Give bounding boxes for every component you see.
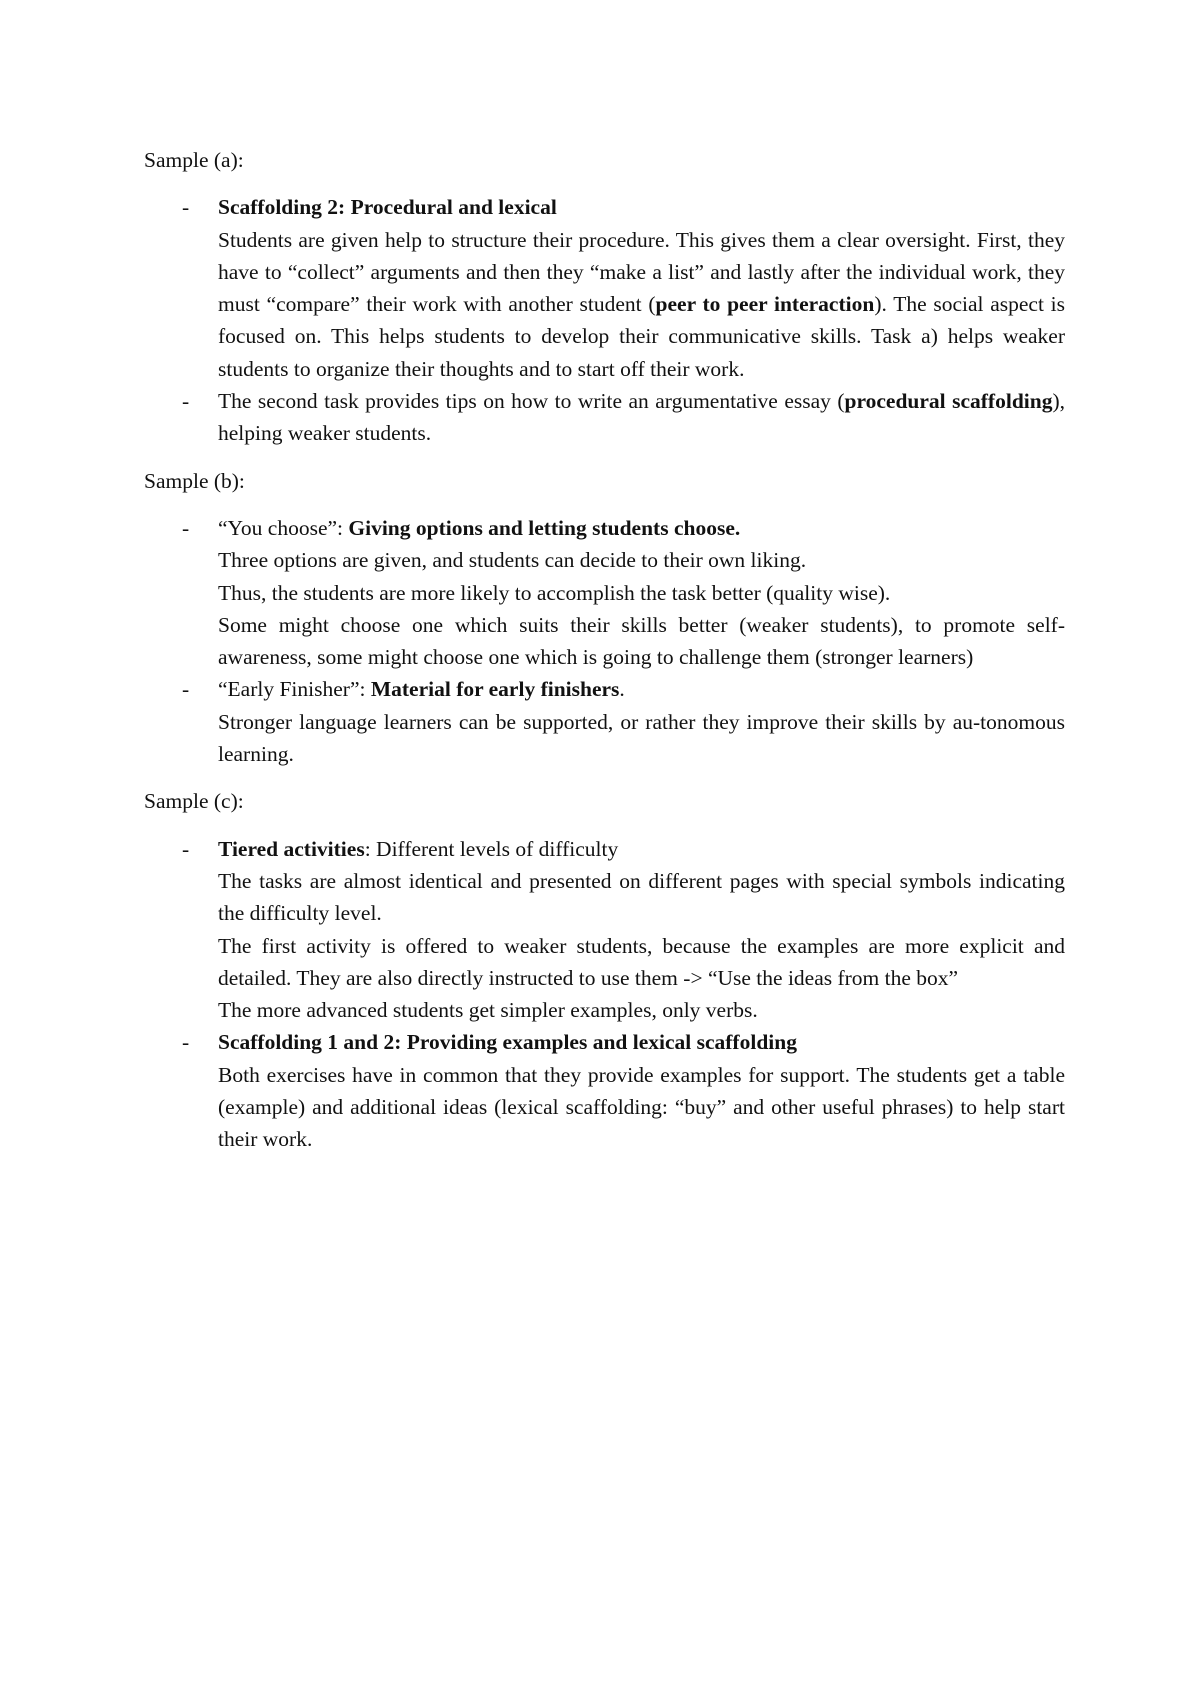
item-label: “You choose”: <box>218 515 349 540</box>
sample-a-heading: Sample (a): <box>144 148 244 172</box>
list-item: - “Early Finisher”: Material for early finishers. Stronger language learners can be supported, or rather they improve their skills by au-tonomous learning. <box>144 673 1065 770</box>
item-paragraph: Stronger language learners can be supported, or rather they improve their skills by au-tonomous learning. <box>218 709 1065 767</box>
sample-b-list <box>144 512 1065 770</box>
list-item <box>144 191 1065 385</box>
sample-c-list <box>144 833 1065 1156</box>
bullet-dash: - <box>182 389 190 414</box>
item-paragraph: The first activity is offered to weaker students, because the examples are more explicit and detailed. They are also directly instructed to use them -> “Use the ideas from the box” <box>218 933 1065 990</box>
item-paragraph: Both exercises have in common that they provide examples for support. The students get a table (example) and additional ideas (lexical scaffolding: “buy” and other useful phrases) to help start their work. <box>218 1062 1065 1152</box>
sample-c-heading: Sample (c): <box>144 789 244 814</box>
sample-b-heading: Sample (b): <box>144 468 245 493</box>
list-item <box>144 512 1065 673</box>
item-title: Tiered activities <box>218 836 365 861</box>
item-title: Giving options and letting students choose. <box>348 515 741 540</box>
item-line: Thus, the students are more likely to accomplish the task better (quality wise). <box>218 580 891 605</box>
item-label: “Early Finisher”: <box>218 677 371 702</box>
sample-a-list <box>144 191 1065 449</box>
bullet-dash: - <box>182 195 190 220</box>
item-title: Material for early finishers <box>370 677 620 702</box>
item-title: Scaffolding 2: Procedural and lexical <box>218 195 557 220</box>
item-line: Three options are given, and students can decide to their own liking. <box>218 548 807 573</box>
item-title: Scaffolding 1 and 2: Providing examples and lexical scaffolding <box>218 1030 797 1055</box>
document-body <box>144 144 1065 1156</box>
item-paragraph: Some might choose one which suits their skills better (weaker students), to promote self-awareness, some might choose one which is going to challenge them (stronger learners) <box>218 612 1065 670</box>
bullet-dash: - <box>182 515 190 540</box>
bullet-dash: - <box>182 836 190 861</box>
bullet-dash: - <box>182 677 190 702</box>
item-paragraph: The second task provides tips on how to write an argumentative essay (procedural scaffolding), helping weaker students. <box>218 389 1065 446</box>
item-paragraph: Students are given help to structure their procedure. This gives them a clear oversight. First, they have to “collect” arguments and then they “make a list” and lastly after the individual work, they must “compare” their work with another student (peer to peer interaction). The social aspect is focused on. This helps students to develop their communicative skills. Task a) helps weaker students to organize their thoughts and to start off their work. <box>218 227 1066 381</box>
list-item: - Tiered activities: Different levels of difficulty The tasks are almost identical and presented on different pages with special symbols indicating the difficulty level. The first activity is offered to weaker students, because the examples are more explicit and detailed. They are also directly instructed to use them -> “Use the ideas from the box” The more advanced students get simpler examples, only verbs. <box>144 833 1065 1027</box>
item-line: The more advanced students get simpler examples, only verbs. <box>218 998 758 1023</box>
bullet-dash: - <box>182 1030 190 1055</box>
item-paragraph: The tasks are almost identical and presented on different pages with special symbols indicating the difficulty level. <box>218 868 1065 926</box>
list-item <box>144 1026 1065 1155</box>
list-item <box>144 385 1065 450</box>
